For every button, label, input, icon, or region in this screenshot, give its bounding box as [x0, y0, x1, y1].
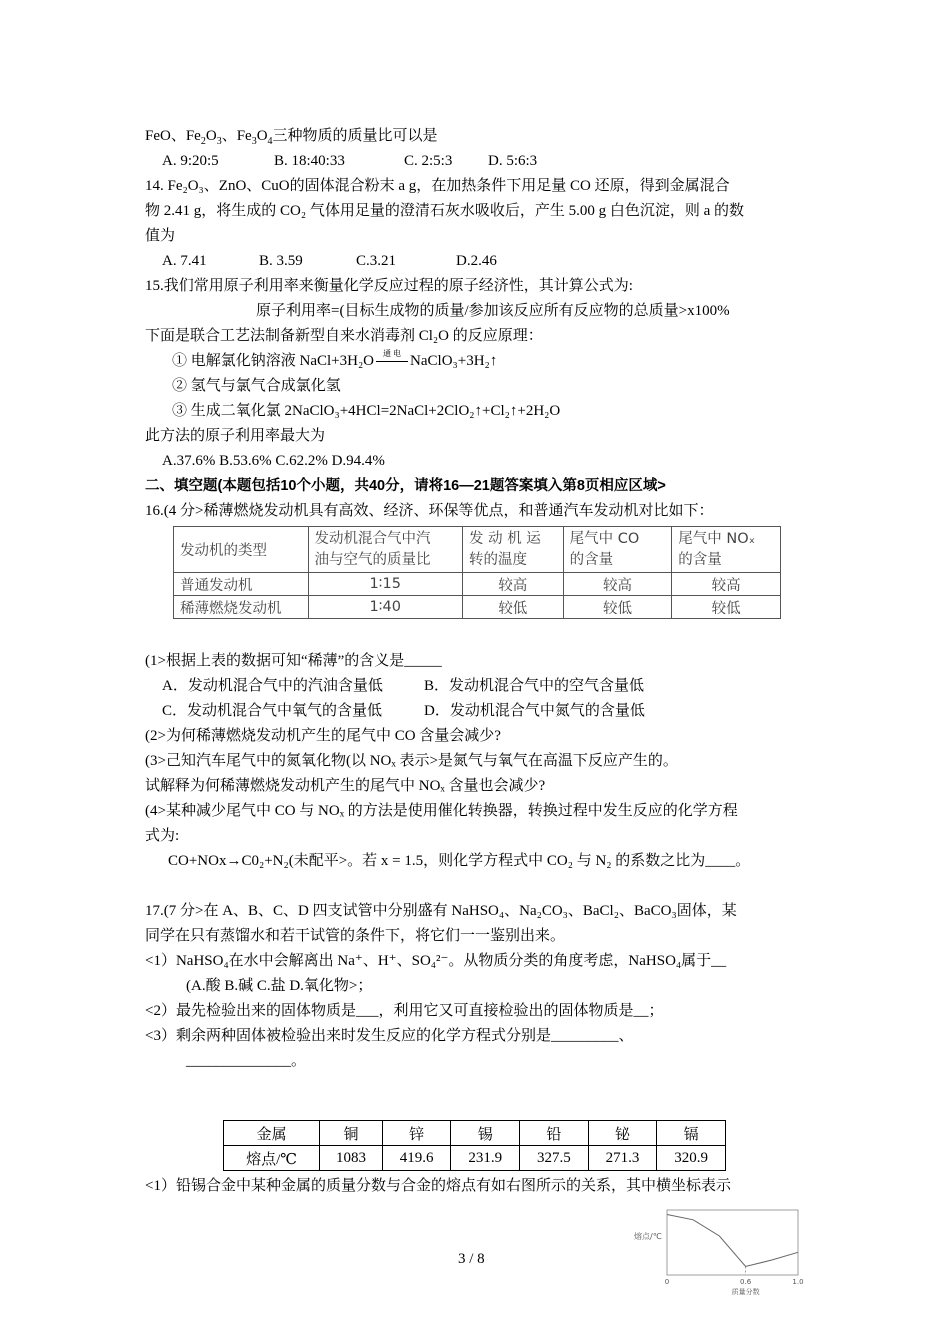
table-header-cell: 尾气中 NOₓ 的含量: [672, 527, 781, 573]
q13-option-a: A. 9:20:5: [162, 153, 219, 169]
q14-option-c: C.3.21: [356, 253, 397, 269]
chart-frame: [667, 1210, 798, 1275]
engine-comparison-table: [173, 526, 781, 619]
q15-step1: ① 电解氯化钠溶液 NaCl+3H₂O 通 电 NaClO₃+3H₂↑: [172, 349, 498, 369]
table-cell: 铜: [320, 1121, 383, 1146]
table-cell: 1∶15: [308, 573, 462, 596]
table-cell: 锌: [382, 1121, 451, 1146]
q16-option-c: C．发动机混合气中氧气的含量低: [162, 703, 383, 719]
table-cell: 锡: [451, 1121, 520, 1146]
q17-part2: <2）最先检验出来的固体物质是___，利用它又可直接检验出的固体物质是__；: [145, 1003, 664, 1019]
q15-line1: 15.我们常用原子利用率来衡量化学反应过程的原子经济性，其计算公式为:: [145, 278, 633, 294]
q14-option-a: A. 7.41: [162, 253, 207, 269]
table-cell: 铅: [520, 1121, 589, 1146]
table-cell: 熔点/℃: [224, 1146, 320, 1171]
melting-point-table: [223, 1120, 726, 1171]
table-row: [174, 596, 781, 619]
chart-x-tick-label: 0: [664, 1278, 670, 1286]
table-cell: 铋: [588, 1121, 657, 1146]
q14-option-d: D.2.46: [456, 253, 497, 269]
q15-options: A.37.6% B.53.6% C.62.2% D.94.4%: [162, 453, 385, 469]
table-header-cell: 发动机混合气中汽 油与空气的质量比: [308, 527, 462, 573]
q18-part1: <1）铅锡合金中某种金属的质量分数与合金的熔点有如右图所示的关系，其中横坐标表示: [145, 1178, 731, 1194]
q16-part3b: 试解释为何稀薄燃烧发动机产生的尾气中 NOₓ 含量也会减少?: [145, 778, 546, 794]
q16-intro: 16.(4 分>稀薄燃烧发动机具有高效、经济、环保等优点，和普通汽车发动机对比如下：: [145, 503, 714, 519]
chart-ylabel: 熔点/℃: [634, 1232, 662, 1241]
melting-point-chart: [626, 1205, 806, 1300]
table-cell: 231.9: [451, 1146, 520, 1171]
table-cell: 稀薄燃烧发动机: [174, 596, 309, 619]
chart-xlabel: 质量分数: [731, 1288, 760, 1296]
table-row: [224, 1121, 726, 1146]
table-header-cell: 发 动 机 运 转的温度: [462, 527, 563, 573]
q17-line1: 17.(7 分>在 A、B、C、D 四支试管中分别盛有 NaHSO₄、Na₂CO₃、BaCl₂、BaCO₃固体，某: [145, 903, 737, 919]
table-cell: 金属: [224, 1121, 320, 1146]
q13-option-c: C. 2:5:3: [404, 153, 453, 169]
q16-part4b: 式为:: [145, 828, 180, 844]
table-cell: 271.3: [588, 1146, 657, 1171]
chart-series-line: [667, 1215, 798, 1267]
q15-step2: ② 氢气与氯气合成氯化氢: [172, 378, 341, 394]
chart-x-tick-label: 1.0: [792, 1278, 804, 1286]
q15-question: 此方法的原子利用率最大为: [145, 428, 326, 444]
table-cell: 较低: [563, 596, 672, 619]
table-cell: 327.5: [520, 1146, 589, 1171]
section2-heading: 二、填空题(本题包括10个小题，共40分，请将16—21题答案填入第8页相应区域>: [145, 478, 666, 494]
table-header-cell: 尾气中 CO 的含量: [563, 527, 672, 573]
q15-formula: 原子利用率=(目标生成物的质量/参加该反应所有反应物的总质量>x100%: [256, 303, 730, 319]
table-cell: 较高: [563, 573, 672, 596]
q14-option-b: B. 3.59: [259, 253, 303, 269]
q16-option-a: A．发动机混合气中的汽油含量低: [162, 678, 383, 694]
q16-part1: (1>根据上表的数据可知“稀薄”的含义是_____: [145, 653, 442, 669]
table-cell: 普通发动机: [174, 573, 309, 596]
q14-line1: 14. Fe₂O₃、ZnO、CuO的固体混合粉末 a g，在加热条件下用足量 CO 还原，得到金属混合: [145, 178, 730, 194]
table-header-cell: 发动机的类型: [174, 527, 309, 573]
q17-line2: 同学在只有蒸馏水和若干试管的条件下，将它们一一鉴别出来。: [145, 928, 566, 944]
electrolysis-arrow: 通 电: [374, 351, 410, 371]
q13-option-b: B. 18:40:33: [274, 153, 345, 169]
table-cell: 较高: [672, 573, 781, 596]
q17-part1: <1）NaHSO₄在水中会解离出 Na⁺、H⁺、SO₄²⁻。从物质分类的角度考虑，NaHSO₄属于__: [145, 953, 727, 969]
table-cell: 419.6: [382, 1146, 451, 1171]
table-cell: 镉: [657, 1121, 726, 1146]
q15-line2: 下面是联合工艺法制备新型自来水消毒剂 Cl₂O 的反应原理：: [145, 328, 543, 344]
q16-part4c: CO+NOx→C0₂+N₂(未配平>。若 x = 1.5，则化学方程式中 CO₂ 与 N₂ 的系数之比为____。: [168, 853, 751, 869]
q13-intro: FeO、$Fe_2O_3$、$Fe_3O_4$三种物质的质量比可以是: [145, 128, 438, 147]
table-row: [224, 1146, 726, 1171]
table-cell: 较低: [672, 596, 781, 619]
q16-option-b: B．发动机混合气中的空气含量低: [424, 678, 645, 694]
q14-line3: 值为: [145, 228, 176, 244]
page-number: 3 / 8: [458, 1251, 485, 1267]
q16-option-d: D．发动机混合气中氮气的含量低: [424, 703, 645, 719]
q15-step3: ③ 生成二氧化氯 2NaClO₃+4HCl=2NaCl+2ClO₂↑+Cl₂↑+2H₂O: [172, 403, 561, 419]
table-cell: 较低: [462, 596, 563, 619]
q13-option-d: D. 5:6:3: [488, 153, 538, 169]
table-cell: 1083: [320, 1146, 383, 1171]
table-row: [174, 573, 781, 596]
q17-part3b: ______________。: [186, 1053, 307, 1069]
q16-part2: (2>为何稀薄燃烧发动机产生的尾气中 CO 含量会减少?: [145, 728, 501, 744]
chart-x-tick-label: 0.6: [740, 1278, 752, 1286]
table-cell: 较高: [462, 573, 563, 596]
q14-line2: 物 2.41 g，将生成的 CO₂ 气体用足量的澄清石灰水吸收后，产生 5.00 g 白色沉淀，则 a 的数: [145, 203, 744, 219]
q16-part3a: (3>己知汽车尾气中的氮氧化物(以 NOₓ 表示>是氮气与氧气在高温下反应产生的。: [145, 753, 678, 769]
q16-part4a: (4>某种减少尾气中 CO 与 NOₓ 的方法是使用催化转换器，转换过程中发生反应的化学方程: [145, 803, 738, 819]
table-cell: 320.9: [657, 1146, 726, 1171]
q17-part3: <3）剩余两种固体被检验出来时发生反应的化学方程式分别是_________、: [145, 1028, 634, 1044]
table-header-row: [174, 527, 781, 573]
q17-part1-options: (A.酸 B.碱 C.盐 D.氧化物>；: [186, 978, 373, 994]
table-cell: 1∶40: [308, 596, 462, 619]
